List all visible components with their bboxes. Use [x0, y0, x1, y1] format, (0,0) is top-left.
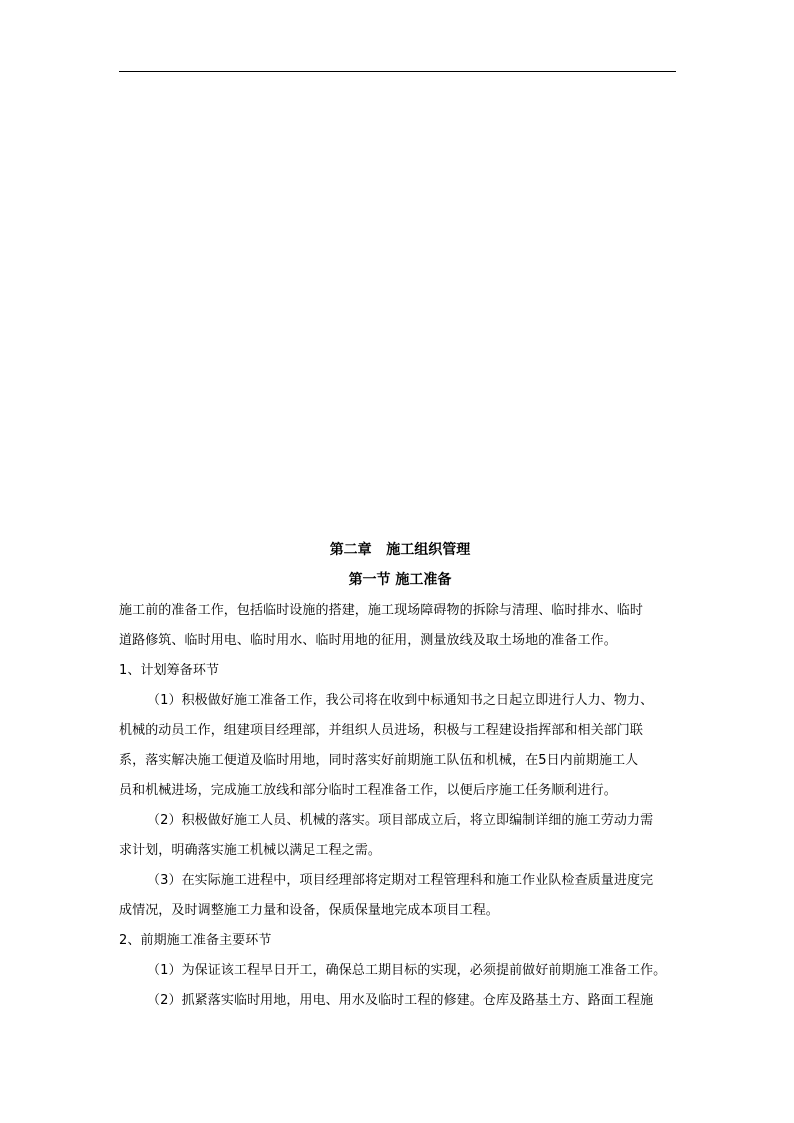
section-title: 第一节 施工准备 [348, 572, 452, 588]
paragraph-line: （1）为保证该工程早日开工，确保总工期目标的实现，必须提前做好前期施工准备工作。 [147, 963, 667, 978]
paragraph-line: 机械的动员工作，组建项目经理部，并组织人员进场，积极与工程建设指挥部和相关部门联 [119, 723, 644, 738]
intro-paragraph [119, 596, 681, 656]
paragraph-line: 求计划，明确落实施工机械以满足工程之需。 [119, 843, 382, 858]
paragraph-line: （3）在实际施工进程中，项目经理部将定期对工程管理科和施工作业队检查质量进度完 [147, 873, 654, 888]
paragraph-line: 道路修筑、临时用电、临时用水、临时用地的征用，测量放线及取土场地的准备工作。 [119, 633, 617, 648]
paragraph-line: 系，落实解决施工便道及临时用地，同时落实好前期施工队伍和机械，在5日内前期施工人 [119, 753, 639, 768]
item-1-paragraph [119, 686, 681, 806]
prep-item-2-paragraph [119, 986, 681, 1016]
paragraph-line: （1）积极做好施工准备工作，我公司将在收到中标通知书之日起立即进行人力、物力、 [147, 693, 654, 708]
paragraph-line: （2）抓紧落实临时用地，用电、用水及临时工程的修建。仓库及路基土方、路面工程施 [147, 993, 654, 1008]
chapter-title: 第二章 施工组织管理 [329, 542, 471, 558]
prep-item-1-paragraph [119, 956, 681, 986]
header-rule [119, 71, 676, 72]
subheading-text: 2、前期施工准备主要环节 [119, 933, 272, 948]
item-2-paragraph [119, 806, 681, 866]
subheading-preparation [119, 926, 681, 956]
paragraph-line: 施工前的准备工作，包括临时设施的搭建，施工现场障碍物的拆除与清理、临时排水、临时 [119, 603, 644, 618]
item-3-paragraph [119, 866, 681, 926]
subheading-planning [119, 656, 681, 686]
document-body [119, 536, 681, 1016]
paragraph-line: （2）积极做好施工人员、机械的落实。项目部成立后，将立即编制详细的施工劳动力需 [147, 813, 654, 828]
subheading-text: 1、计划筹备环节 [119, 663, 220, 678]
paragraph-line: 员和机械进场，完成施工放线和部分临时工程准备工作，以便后序施工任务顺利进行。 [119, 783, 617, 798]
paragraph-line: 成情况，及时调整施工力量和设备，保质保量地完成本项目工程。 [119, 903, 499, 918]
